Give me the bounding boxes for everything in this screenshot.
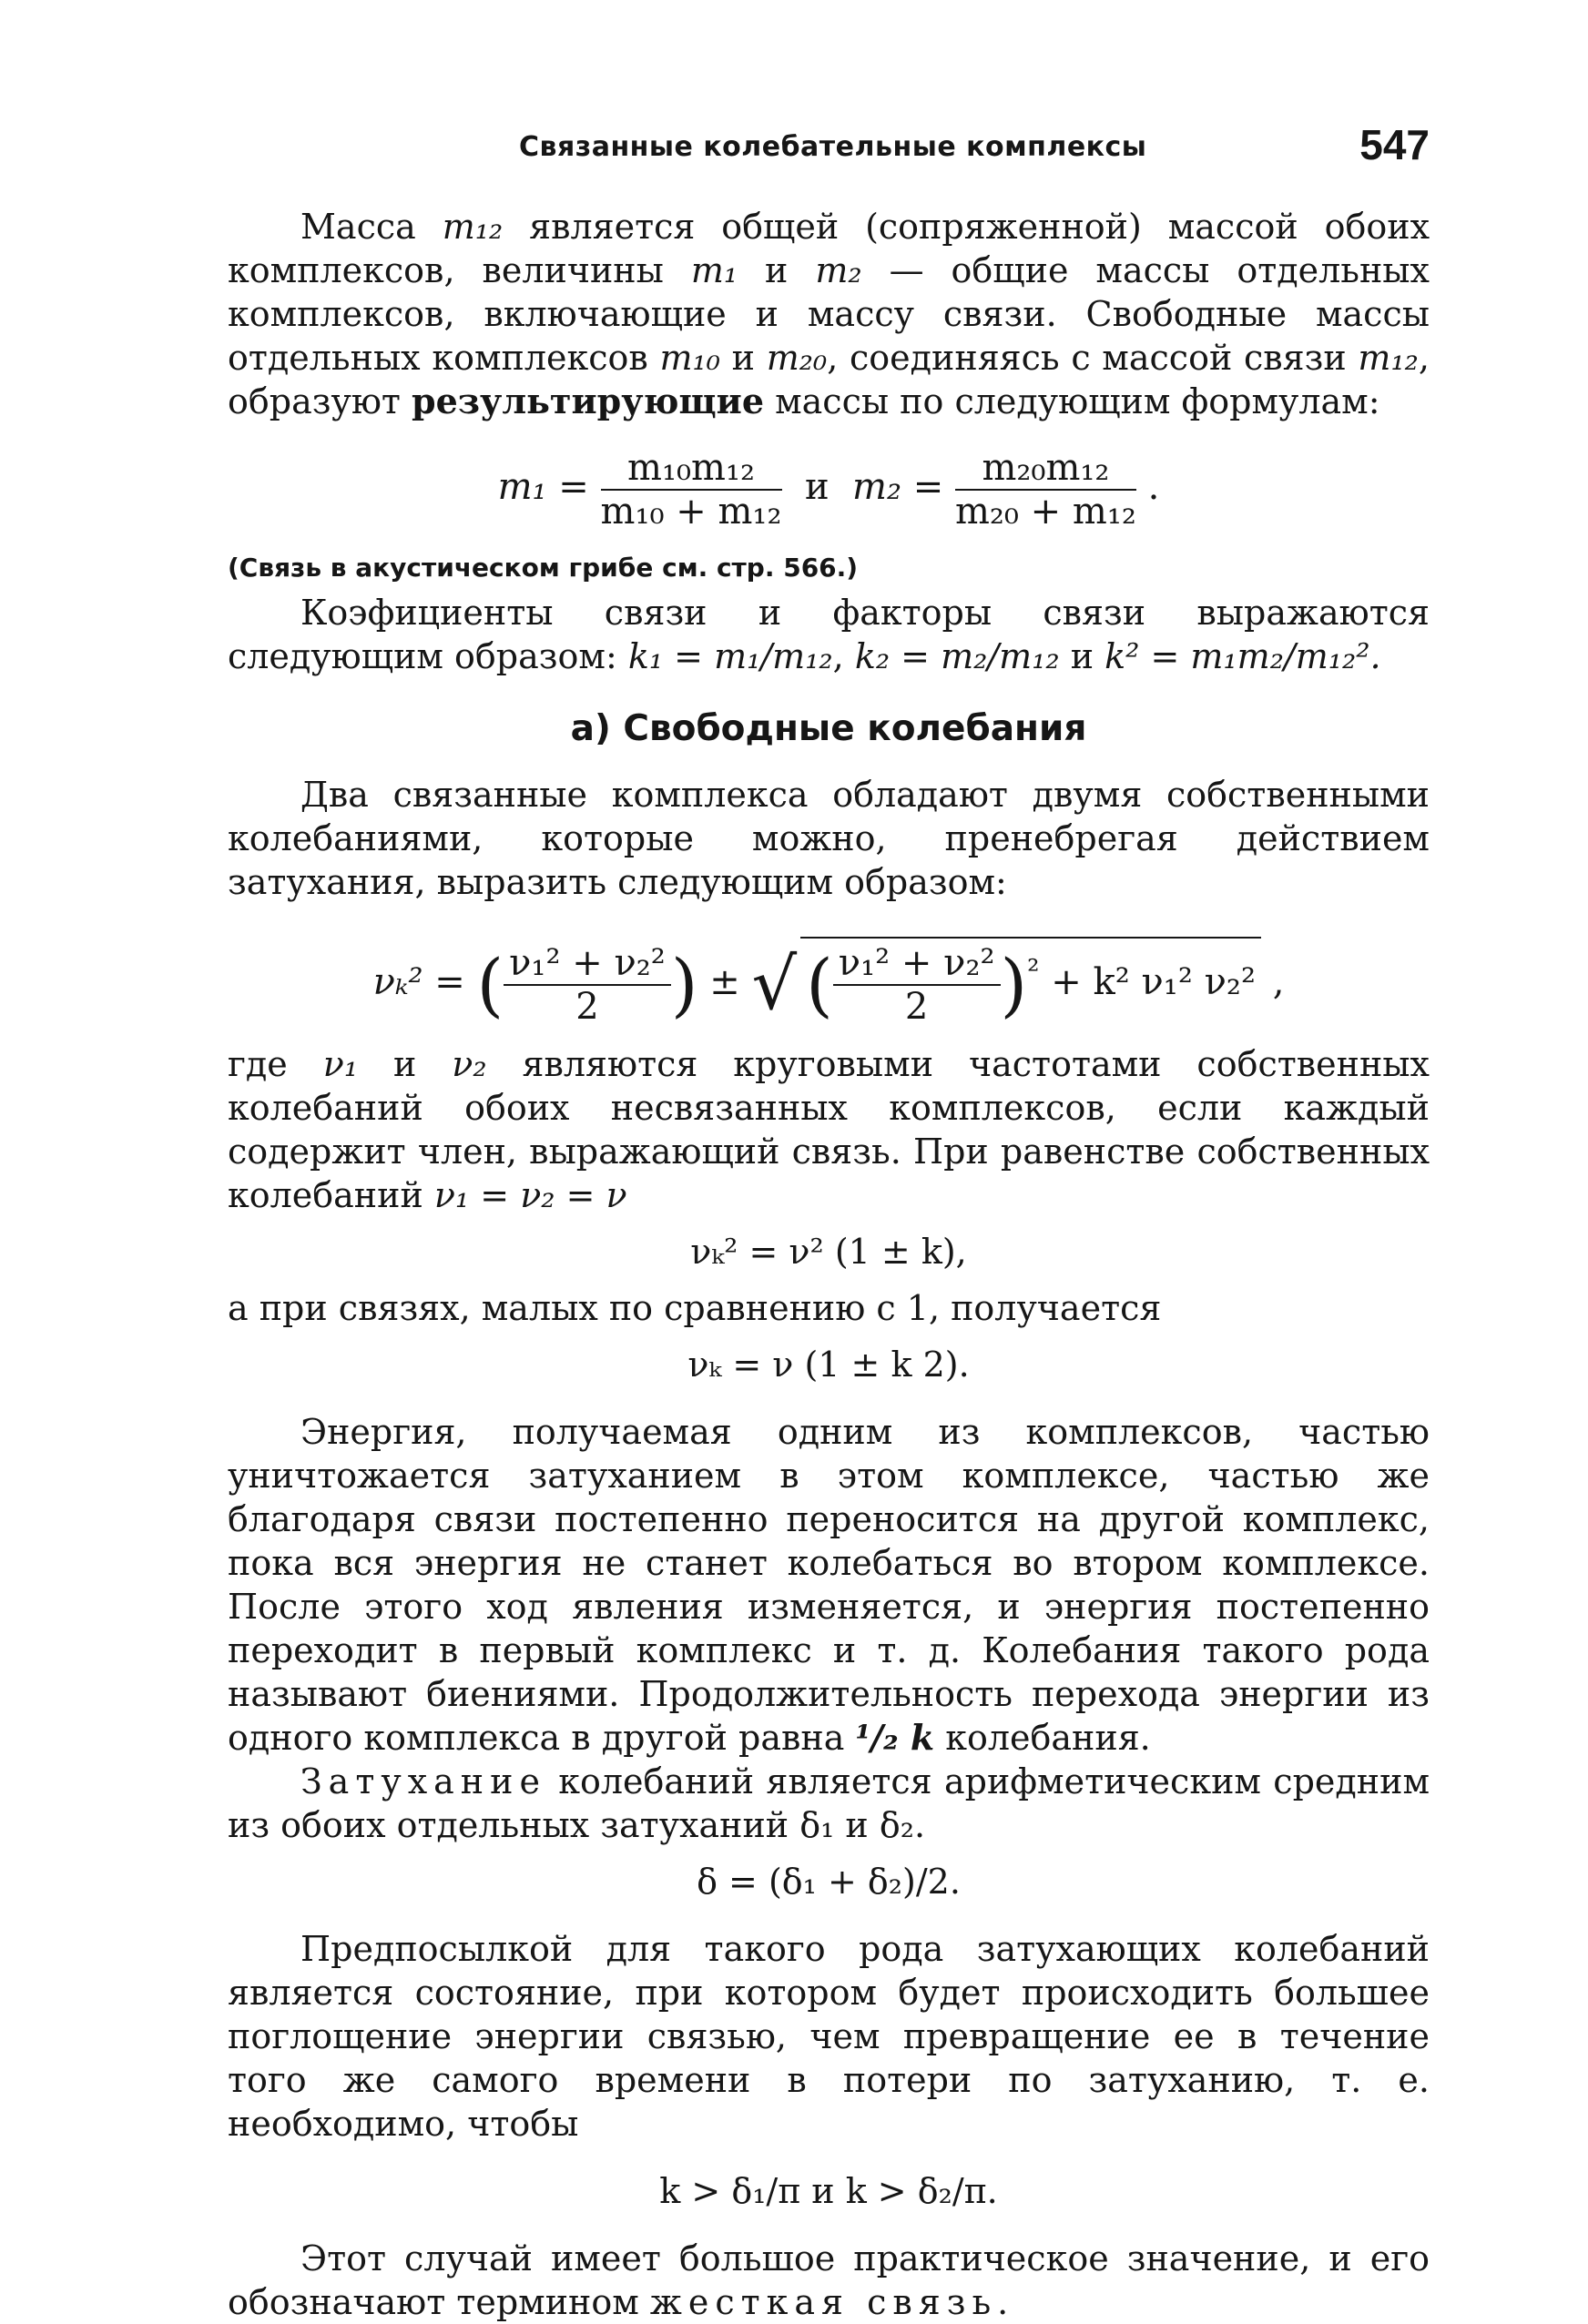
paragraph-mass: Масса m₁₂ является общей (сопряженной) массой обоих комплексов, величины m₁ и m₂ — общие массы отдельных комплексов, включающие и массу связи. Свободные массы отдельных комплексов m₁₀ и m₂₀, соединяясь с массой связи m₁₂, образуют результирующие массы по следующим формулам: <box>228 207 1430 421</box>
formula-damping: δ = (δ₁ + δ₂)/2. <box>697 1862 961 1902</box>
section-heading: а) Свободные колебания <box>570 708 1087 749</box>
running-title: Связанные колебательные комплексы <box>519 131 1147 163</box>
page-header <box>228 120 1430 175</box>
acoustic-note: (Связь в акустическом грибе см. стр. 566.) <box>228 553 859 583</box>
paragraph-damping: Затухание колебаний является арифметическим средним из обоих отдельных затуханий δ₁ и δ₂. <box>228 1761 1430 1845</box>
paragraph-small-coupling: а при связях, малых по сравнению с 1, получается <box>228 1288 1162 1328</box>
formula-masses: m₁ = $\frac{\text{m₁₀m₁₂}}{\text{m₁₀ + m₁₂}}$ и m₂ = $\frac{\text{m₂₀m₁₂}}{\text{m₂₀ + m₁₂}}$ . <box>497 447 1160 533</box>
paragraph-where: где ν₁ и ν₂ являются круговыми частотами собственных колебаний обоих несвязанных комплексов, если каждый содержит член, выражающий связь. При равенстве собственных колебаний ν₁ = ν₂ = ν <box>228 1044 1430 1215</box>
paragraph-rigid-coupling: Этот случай имеет большое практическое значение, и его обозначают термином жесткая связь. <box>228 2238 1430 2322</box>
page-body <box>228 205 1430 2324</box>
paragraph-coefficients: Коэфициенты связи и факторы связи выражаются следующим образом: k₁ = m₁/m₁₂, k₂ = m₂/m₁₂ и k² = m₁m₂/m₁₂². <box>228 593 1430 676</box>
paragraph-energy: Энергия, получаемая одним из комплексов, частью уничтожается затуханием в этом комплексе, частью же благодаря связи постепенно переносится на другой комплекс, пока вся энергия не станет колебаться во втором комплексе. После этого ход явления изменяется, и энергия постепенно переходит в первый комплекс и т. д. Колебания такого рода называют биениями. Продолжительность перехода энергии из одного комплекса в другой равна ¹/₂ k колебания. <box>228 1412 1430 1758</box>
formula-equal-frequencies: νₖ² = ν² (1 ± k), <box>690 1232 967 1272</box>
formula-condition: k > δ₁/π и k > δ₂/π. <box>659 2171 998 2211</box>
paragraph-condition: Предпосылкой для такого рода затухающих колебаний является состояние, при котором будет происходить большее поглощение энергии связью, чем превращение ее в течение того же самого времени в потери по затуханию, т. е. необходимо, чтобы <box>228 1929 1430 2144</box>
page-number: 547 <box>1359 121 1430 168</box>
formula-eigenfrequencies: νₖ² = ( $\frac{\text{ν₁² + ν₂²}}{2}$ ) ± √ ( $\frac{\text{ν₁² + ν₂²}}{2}$ )$^{^2}$ + k² ν₁² ν₂² , <box>228 937 1430 1028</box>
paragraph-free-oscillations: Два связанные комплекса обладают двумя собственными колебаниями, которые можно, пренебрегая действием затухания, выразить следующим образом: <box>228 775 1430 902</box>
formula-small-coupling: νₖ = ν (1 ± k 2). <box>687 1345 970 1385</box>
